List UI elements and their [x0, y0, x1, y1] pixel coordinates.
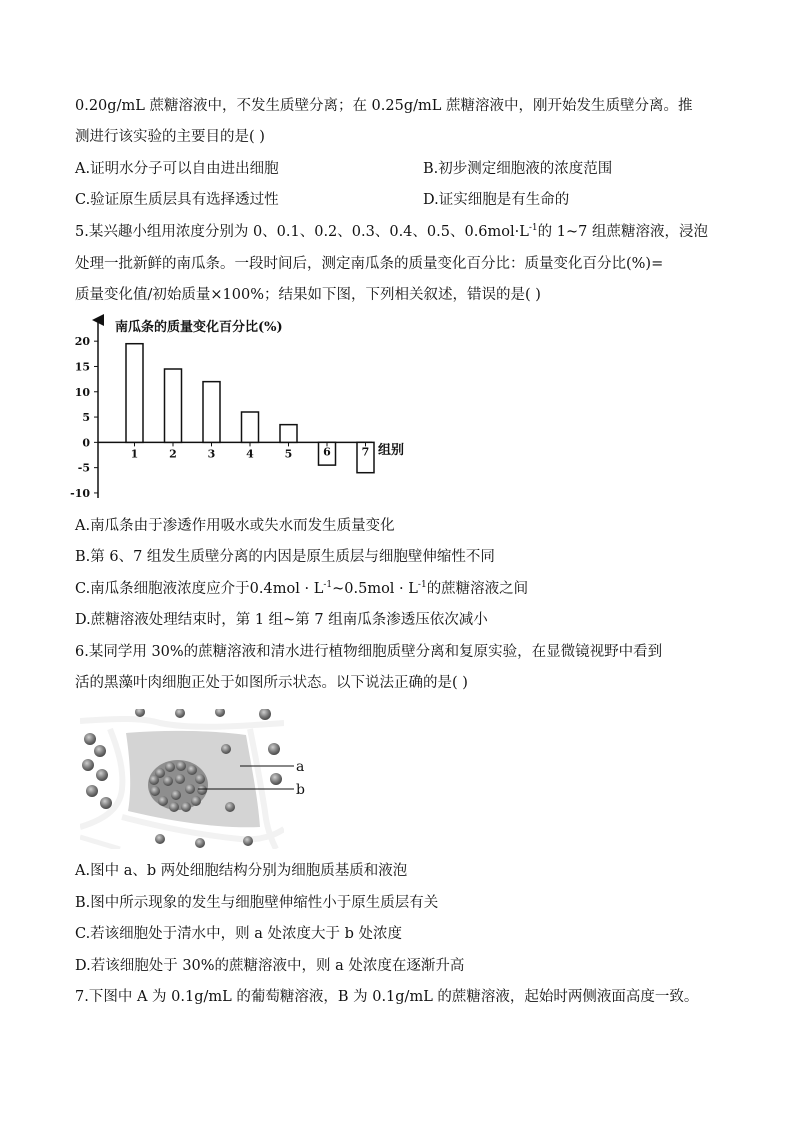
q5-option-c-part2: ~0.5mol · L	[332, 581, 418, 597]
q5-option-c-part1: C.南瓜条细胞液浓度应介于0.4mol · L	[75, 581, 324, 597]
x-tick-label: 3	[207, 447, 216, 461]
micrograph-svg	[80, 709, 320, 849]
q5-stem-line1	[75, 222, 708, 242]
q6-option-c: C.若该细胞处于清水中，则 a 处浓度大于 b 处浓度	[75, 926, 403, 942]
q5-stem-line2: 处理一批新鲜的南瓜条。一段时间后，测定南瓜条的质量变化百分比：质量变化百分比(%)=	[75, 256, 664, 272]
q6-stem-line2: 活的黑藻叶肉细胞正处于如图所示状态。以下说法正确的是( )	[75, 675, 468, 691]
q5-option-c	[75, 579, 528, 599]
y-tick-label: 15	[74, 360, 90, 374]
q6-stem-line1: 6.某同学用 30%的蔗糖溶液和清水进行植物细胞质壁分离和复原实验，在显微镜视野中看到	[75, 644, 663, 660]
y-tick-label: -5	[77, 461, 90, 475]
q4-options-row1	[75, 159, 613, 179]
q5-option-c-sup1: -1	[323, 580, 333, 591]
pumpkin-mass-change-chart	[60, 312, 420, 512]
q4-options-row2	[75, 190, 570, 210]
q4-option-a: A.证明水分子可以自由进出细胞	[75, 161, 279, 177]
bar-group-3	[203, 382, 220, 443]
q4-option-c: C.验证原生质层具有选择透过性	[75, 192, 279, 208]
q4-option-d: D.证实细胞是有生命的	[423, 192, 570, 208]
bar-group-2	[165, 369, 182, 442]
cell-wall	[80, 719, 284, 727]
x-tick-label: 4	[246, 447, 254, 461]
cell-wall	[80, 837, 120, 849]
bar-group-4	[242, 412, 259, 442]
q5-option-b: B.第 6、7 组发生质壁分离的内因是原生质层与细胞壁伸缩性不同	[75, 549, 495, 565]
label-b: b	[296, 782, 305, 798]
chart-svg	[60, 312, 420, 512]
x-tick-label: 6	[323, 445, 331, 459]
x-tick-label: 2	[169, 447, 177, 461]
q6-option-d: D.若该细胞处于 30%的蔗糖溶液中，则 a 处浓度在逐渐升高	[75, 958, 465, 974]
x-tick-label: 7	[361, 445, 370, 459]
y-tick-label: 20	[74, 335, 90, 349]
q6-option-b: B.图中所示现象的发生与细胞壁伸缩性小于原生质层有关	[75, 895, 439, 911]
q5-option-d: D.蔗糖溶液处理结束时，第 1 组~第 7 组南瓜条渗透压依次减小	[75, 612, 488, 628]
figure-margin	[284, 709, 320, 849]
q5-option-a: A.南瓜条由于渗透作用吸水或失水而发生质量变化	[75, 518, 395, 534]
q4-stem-line2: 测进行该实验的主要目的是( )	[75, 129, 265, 145]
label-a: a	[296, 759, 305, 775]
x-tick-label: 5	[284, 447, 293, 461]
y-tick-label: -10	[70, 486, 90, 500]
q4-option-b: B.初步测定细胞液的浓度范围	[423, 161, 613, 177]
q5-option-c-sup2: -1	[417, 580, 427, 591]
q5-stem-line3: 质量变化值/初始质量×100%；结果如下图，下列相关叙述，错误的是( )	[75, 287, 541, 303]
y-tick-label: 5	[82, 411, 90, 425]
y-tick-label: 0	[82, 436, 90, 450]
bar-group-1	[126, 344, 143, 443]
q4-stem-line1: 0.20g/mL 蔗糖溶液中，不发生质壁分离；在 0.25g/mL 蔗糖溶液中，刚开始发生质壁分离。推	[75, 98, 693, 114]
q5-stem-line1-part1: 5.某兴趣小组用浓度分别为 0、0.1、0.2、0.3、0.4、0.5、0.6mol·L	[75, 224, 529, 240]
q5-stem-line1-part2: 的 1~7 组蔗糖溶液，浸泡	[537, 224, 708, 240]
q7-stem-line1: 7.下图中 A 为 0.1g/mL 的葡萄糖溶液，B 为 0.1g/mL 的蔗糖溶液，起始时两侧液面高度一致。	[75, 989, 699, 1005]
q5-option-c-part3: 的蔗糖溶液之间	[426, 581, 529, 597]
x-tick-label: 1	[130, 447, 139, 461]
chart-title: 南瓜条的质量变化百分比(%)	[115, 320, 283, 335]
chart-x-axis-label: 组别	[378, 443, 405, 458]
q5-unit-superscript: -1	[528, 223, 538, 234]
y-tick-label: 10	[74, 385, 90, 399]
bar-group-5	[280, 425, 297, 443]
micrograph-figure	[80, 709, 320, 849]
q6-option-a: A.图中 a、b 两处细胞结构分别为细胞质基质和液泡	[75, 863, 408, 879]
